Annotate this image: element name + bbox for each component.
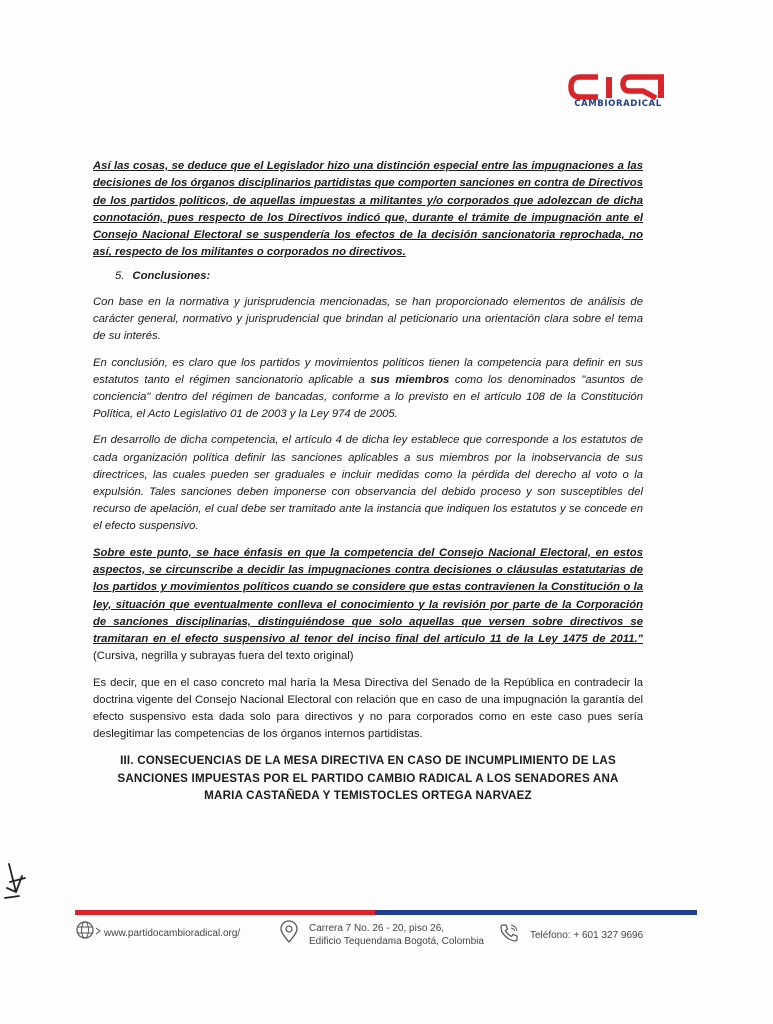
address-line-1: Carrera 7 No. 26 - 20, piso 26,	[309, 923, 445, 934]
address	[309, 922, 484, 948]
section-iii-heading: III. CONSECUENCIAS DE LA MESA DIRECTIVA EN CASO DE INCUMPLIMIENTO DE LAS SANCIONES IMPUESTAS POR EL PARTIDO CAMBIO RADICAL A LOS SENADORES ANA MARIA CASTAÑEDA Y TEMISTOCLES ORTEGA NARVAEZ	[117, 754, 619, 802]
footer-bar-red	[75, 910, 375, 915]
cambio-radical-logo	[560, 74, 680, 114]
brand-name: CAMBIORADICAL	[574, 99, 662, 109]
address-line-2: Edificio Tequendama Bogotá, Colombia	[309, 936, 484, 947]
section-number: 5.	[115, 269, 125, 282]
location-pin-icon	[278, 920, 300, 944]
footer-bar-blue	[375, 910, 697, 915]
section-title: Conclusiones:	[132, 269, 211, 282]
handwritten-mark-icon	[3, 862, 31, 902]
section-5-heading	[115, 268, 643, 285]
paragraph-conclusion: En conclusión, es claro que los partidos y movimientos políticos tienen la competencia para definir en sus estatutos tanto el régimen sancionatorio aplicable a sus miembros como los denominados "asuntos de conciencia" dentro del régimen de bancadas, conforme a lo previsto en el artículo 108 de la Constitución Política, el Acto Legislativo 01 de 2003 y la Ley 974 de 2005.	[93, 356, 644, 421]
paragraph-desarrollo: En desarrollo de dicha competencia, el artículo 4 de dicha ley establece que corresponde a los estatutos de cada organización política definir las sanciones aplicables a sus miembros por la inobservancia de sus directrices, las cuales pueden ser graduales e incluir medidas como la pérdida del derecho al voto o la expulsión. Tales sanciones deben imponerse con observancia del debido proceso y son susceptibles del recurso de apelación, el cual debe ser tramitado ante la instancia que indiquen los estatutos y se concede en el efecto suspensivo.	[93, 434, 643, 533]
quote-paragraph-directivos: Así las cosas, se deduce que el Legislador hizo una distinción especial entre las impugnaciones a las decisiones de los órganos disciplinarios partidistas que comporten sanciones en contra de Directivos de los partidos políticos, de aquellas impuestas a militantes y/o corporados que adolezcan de dicha connotación, pues respecto de los Directivos indicó que, durante el trámite de impugnación ante el Consejo Nacional Electoral se suspendería los efectos de la decisión sancionatoria reprochada, no así, respecto de los militantes o corporados no directivos.	[93, 160, 643, 259]
paragraph-es-decir: Es decir, que en el caso concreto mal haría la Mesa Directiva del Senado de la República en contradecir la doctrina vigente del Consejo Nacional Electoral con relación que en caso de una impugnación la garantía del efecto suspensivo esta dada solo para directivos y no para corporados como en este caso pues sería deslegitimar las competencias de los órganos internos partidistas.	[93, 676, 643, 741]
chevron-right-icon	[95, 927, 101, 935]
website-link[interactable]: www.partidocambioradical.org/	[104, 928, 241, 939]
bold-sus-miembros: sus miembros	[370, 373, 450, 386]
phone-icon	[498, 922, 520, 944]
phone-number: Teléfono: + 601 327 9696	[530, 930, 644, 941]
document-body	[93, 158, 643, 804]
citation-note: (Cursiva, negrilla y subrayas fuera del texto original)	[93, 650, 354, 663]
globe-icon	[75, 920, 95, 940]
quote-paragraph-cne: Sobre este punto, se hace énfasis en que la competencia del Consejo Nacional Electoral, en estos aspectos, se circunscribe a decidir las impugnaciones contra decisiones o cláusulas estatutarias de los partidos y movimientos políticos cuando se considere que estas contravienen la Constitución o la ley, situación que eventualmente conlleva el conocimiento y la revisión por parte de la Corporación de sanciones disciplinarias, distinguiéndose que solo aquellas que versen sobre directivos se tramitaran en el efecto suspensivo al tenor del inciso final del artículo 11 de la Ley 1475 de 2011." (Cursiva, negrilla y subrayas fuera del texto original)	[93, 546, 643, 663]
paragraph-base-normativa: Con base en la normativa y jurisprudencia mencionadas, se han proporcionado elementos de análisis de carácter general, normativo y jurisprudencial que brindan al peticionario una orientación clara sobre el tema de su interés.	[93, 295, 643, 343]
cr-logo-mark-icon	[568, 74, 672, 100]
